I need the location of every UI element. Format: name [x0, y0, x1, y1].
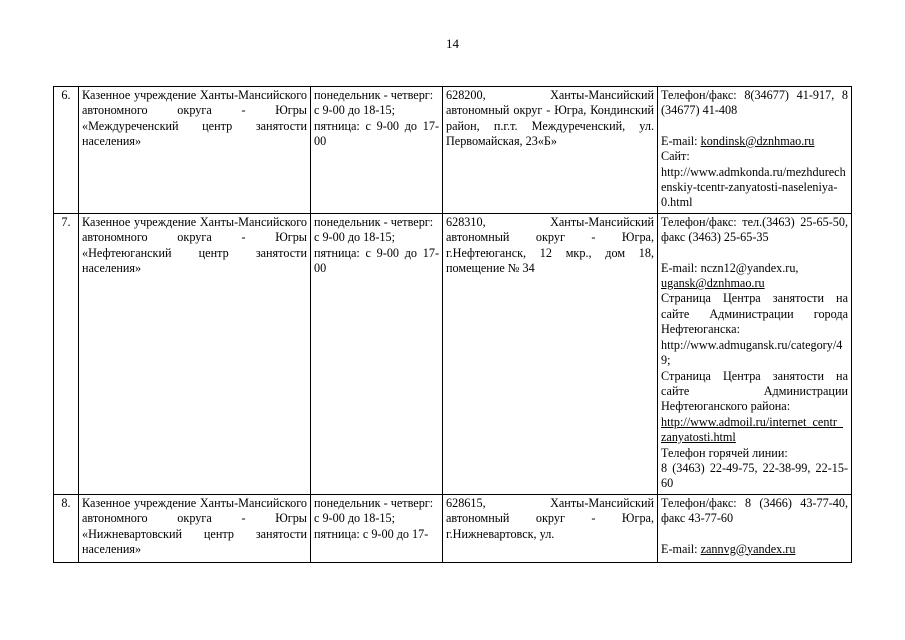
- email-link[interactable]: zannvg@yandex.ru: [700, 541, 796, 556]
- working-hours: [311, 213, 443, 494]
- phone-fax: Телефон/факс: тел.(3463) 25-65-50, факс (3463) 25-65-35: [661, 214, 848, 245]
- site-label: Сайт:: [661, 149, 690, 164]
- hours-line: с 9-00 до 18-15;: [314, 511, 396, 526]
- row-number: 6.: [54, 87, 79, 214]
- phone-fax: Телефон/факс: 8 (3466) 43-77-40, факс 43-77-60: [661, 495, 848, 526]
- district-page-link[interactable]: http://www.admoil.ru/internet_centr_zanyatosti.html: [661, 414, 843, 445]
- site-link[interactable]: http://www.admkonda.ru/mezhdurechenskiy-tcentr-zanyatosti-naseleniya-0.html: [661, 164, 846, 210]
- hotline-label: Телефон горячей линии:: [661, 445, 788, 460]
- hours-line: понедельник - четверг:: [314, 495, 434, 510]
- employment-centers-table: [53, 86, 852, 563]
- contacts: [658, 213, 852, 494]
- email-link[interactable]: kondinsk@dznhmao.ru: [700, 133, 815, 148]
- address: 628310, Ханты-Мансийский автономный округ - Югра, г.Нефтеюганск, 12 мкр., дом 18, помещение № 34: [443, 213, 658, 494]
- city-page-text: Страница Центра занятости на сайте Администрации города Нефтеюганска:: [661, 291, 848, 337]
- hours-line: понедельник - четверг:: [314, 88, 434, 102]
- phone-fax: Телефон/факс: 8(34677) 41-917, 8 (34677) 41-408: [661, 88, 848, 118]
- hotline-phones: 8 (3463) 22-49-75, 22-38-99, 22-15-60: [661, 460, 848, 491]
- email-label: E-mail:: [661, 260, 698, 275]
- address: 628200, Ханты-Мансийский автономный округ - Югра, Кондинский район, п.г.т. Междуреченский, ул. Первомайская, 23«Б»: [443, 87, 658, 214]
- hours-line: пятница: с 9-00 до 17-00: [314, 118, 439, 149]
- contacts: [658, 494, 852, 562]
- working-hours: [311, 494, 443, 562]
- contacts: [658, 87, 852, 214]
- email-link[interactable]: nczn12@yandex.ru,: [700, 260, 799, 275]
- institution-name: Казенное учреждение Ханты-Мансийского автономного округа - Югры «Нижневартовский центр занятости населения»: [79, 494, 311, 562]
- email-label: E-mail:: [661, 541, 698, 556]
- page-number: 14: [446, 36, 459, 51]
- email-link[interactable]: ugansk@dznhmao.ru: [661, 276, 765, 291]
- email-label: E-mail:: [661, 133, 698, 148]
- hours-line: с 9-00 до 18-15;: [314, 103, 396, 118]
- table-row: [54, 494, 852, 562]
- row-number: 7.: [54, 213, 79, 494]
- row-number: 8.: [54, 494, 79, 562]
- table-row: [54, 87, 852, 214]
- table-row: [54, 213, 852, 494]
- hours-line: пятница: с 9-00 до 17-: [314, 526, 429, 541]
- institution-name: Казенное учреждение Ханты-Мансийского автономного округа - Югры «Нефтеюганский центр занятости населения»: [79, 213, 311, 494]
- hours-line: с 9-00 до 18-15;: [314, 230, 396, 245]
- city-page-link[interactable]: http://www.admugansk.ru/category/49;: [661, 337, 843, 368]
- hours-line: понедельник - четверг:: [314, 214, 434, 229]
- working-hours: [311, 87, 443, 214]
- district-page-text: Страница Центра занятости на сайте Администрации Нефтеюганского района:: [661, 368, 848, 414]
- institution-name: Казенное учреждение Ханты-Мансийского автономного округа - Югры «Междуреченский центр занятости населения»: [79, 87, 311, 214]
- address: 628615, Ханты-Мансийский автономный округ - Югра, г.Нижневартовск, ул.: [443, 494, 658, 562]
- hours-line: пятница: с 9-00 до 17-00: [314, 245, 439, 276]
